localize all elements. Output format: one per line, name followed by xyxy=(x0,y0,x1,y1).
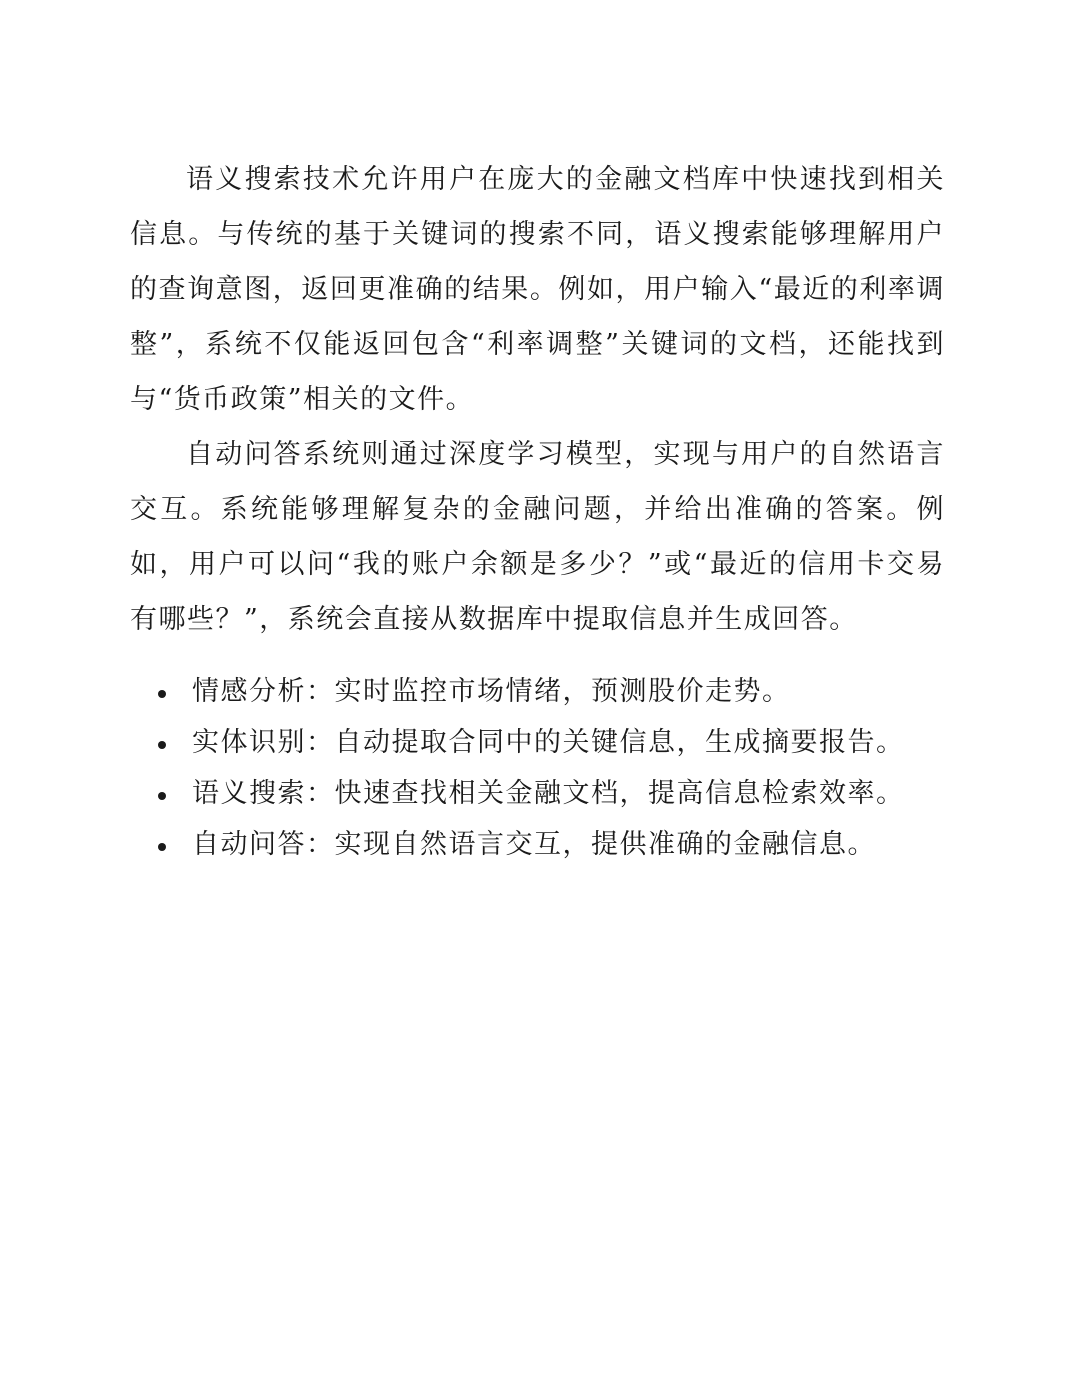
list-item-text: 语义搜索：快速查找相关金融文档，提高信息检索效率。 xyxy=(192,778,905,809)
paragraph-auto-qa: 自动问答系统则通过深度学习模型，实现与用户的自然语言交互。系统能够理解复杂的金融问题，并给出准确的答案。例如，用户可以问“我的账户余额是多少？”或“最近的信用卡交易有哪些？”，系统会直接从数据库中提取信息并生成回答。 xyxy=(130,439,945,635)
list-item-text: 自动问答：实现自然语言交互，提供准确的金融信息。 xyxy=(192,829,876,860)
bullet-dot-icon xyxy=(158,690,166,698)
list-item xyxy=(130,666,945,717)
list-item-text: 情感分析：实时监控市场情绪，预测股价走势。 xyxy=(192,676,791,707)
bullet-dot-icon xyxy=(158,792,166,800)
bullet-dot-icon xyxy=(158,843,166,851)
list-item xyxy=(130,768,945,819)
list-item-text: 实体识别：自动提取合同中的关键信息，生成摘要报告。 xyxy=(192,727,905,758)
paragraph-semantic-search: 语义搜索技术允许用户在庞大的金融文档库中快速找到相关信息。与传统的基于关键词的搜索不同，语义搜索能够理解用户的查询意图，返回更准确的结果。例如，用户输入“最近的利率调整”，系统不仅能返回包含“利率调整”关键词的文档，还能找到与“货币政策”相关的文件。 xyxy=(130,164,945,415)
list-item xyxy=(130,819,945,870)
bullet-list xyxy=(130,666,945,870)
document-body xyxy=(130,152,945,870)
list-item xyxy=(130,717,945,768)
bullet-dot-icon xyxy=(158,741,166,749)
